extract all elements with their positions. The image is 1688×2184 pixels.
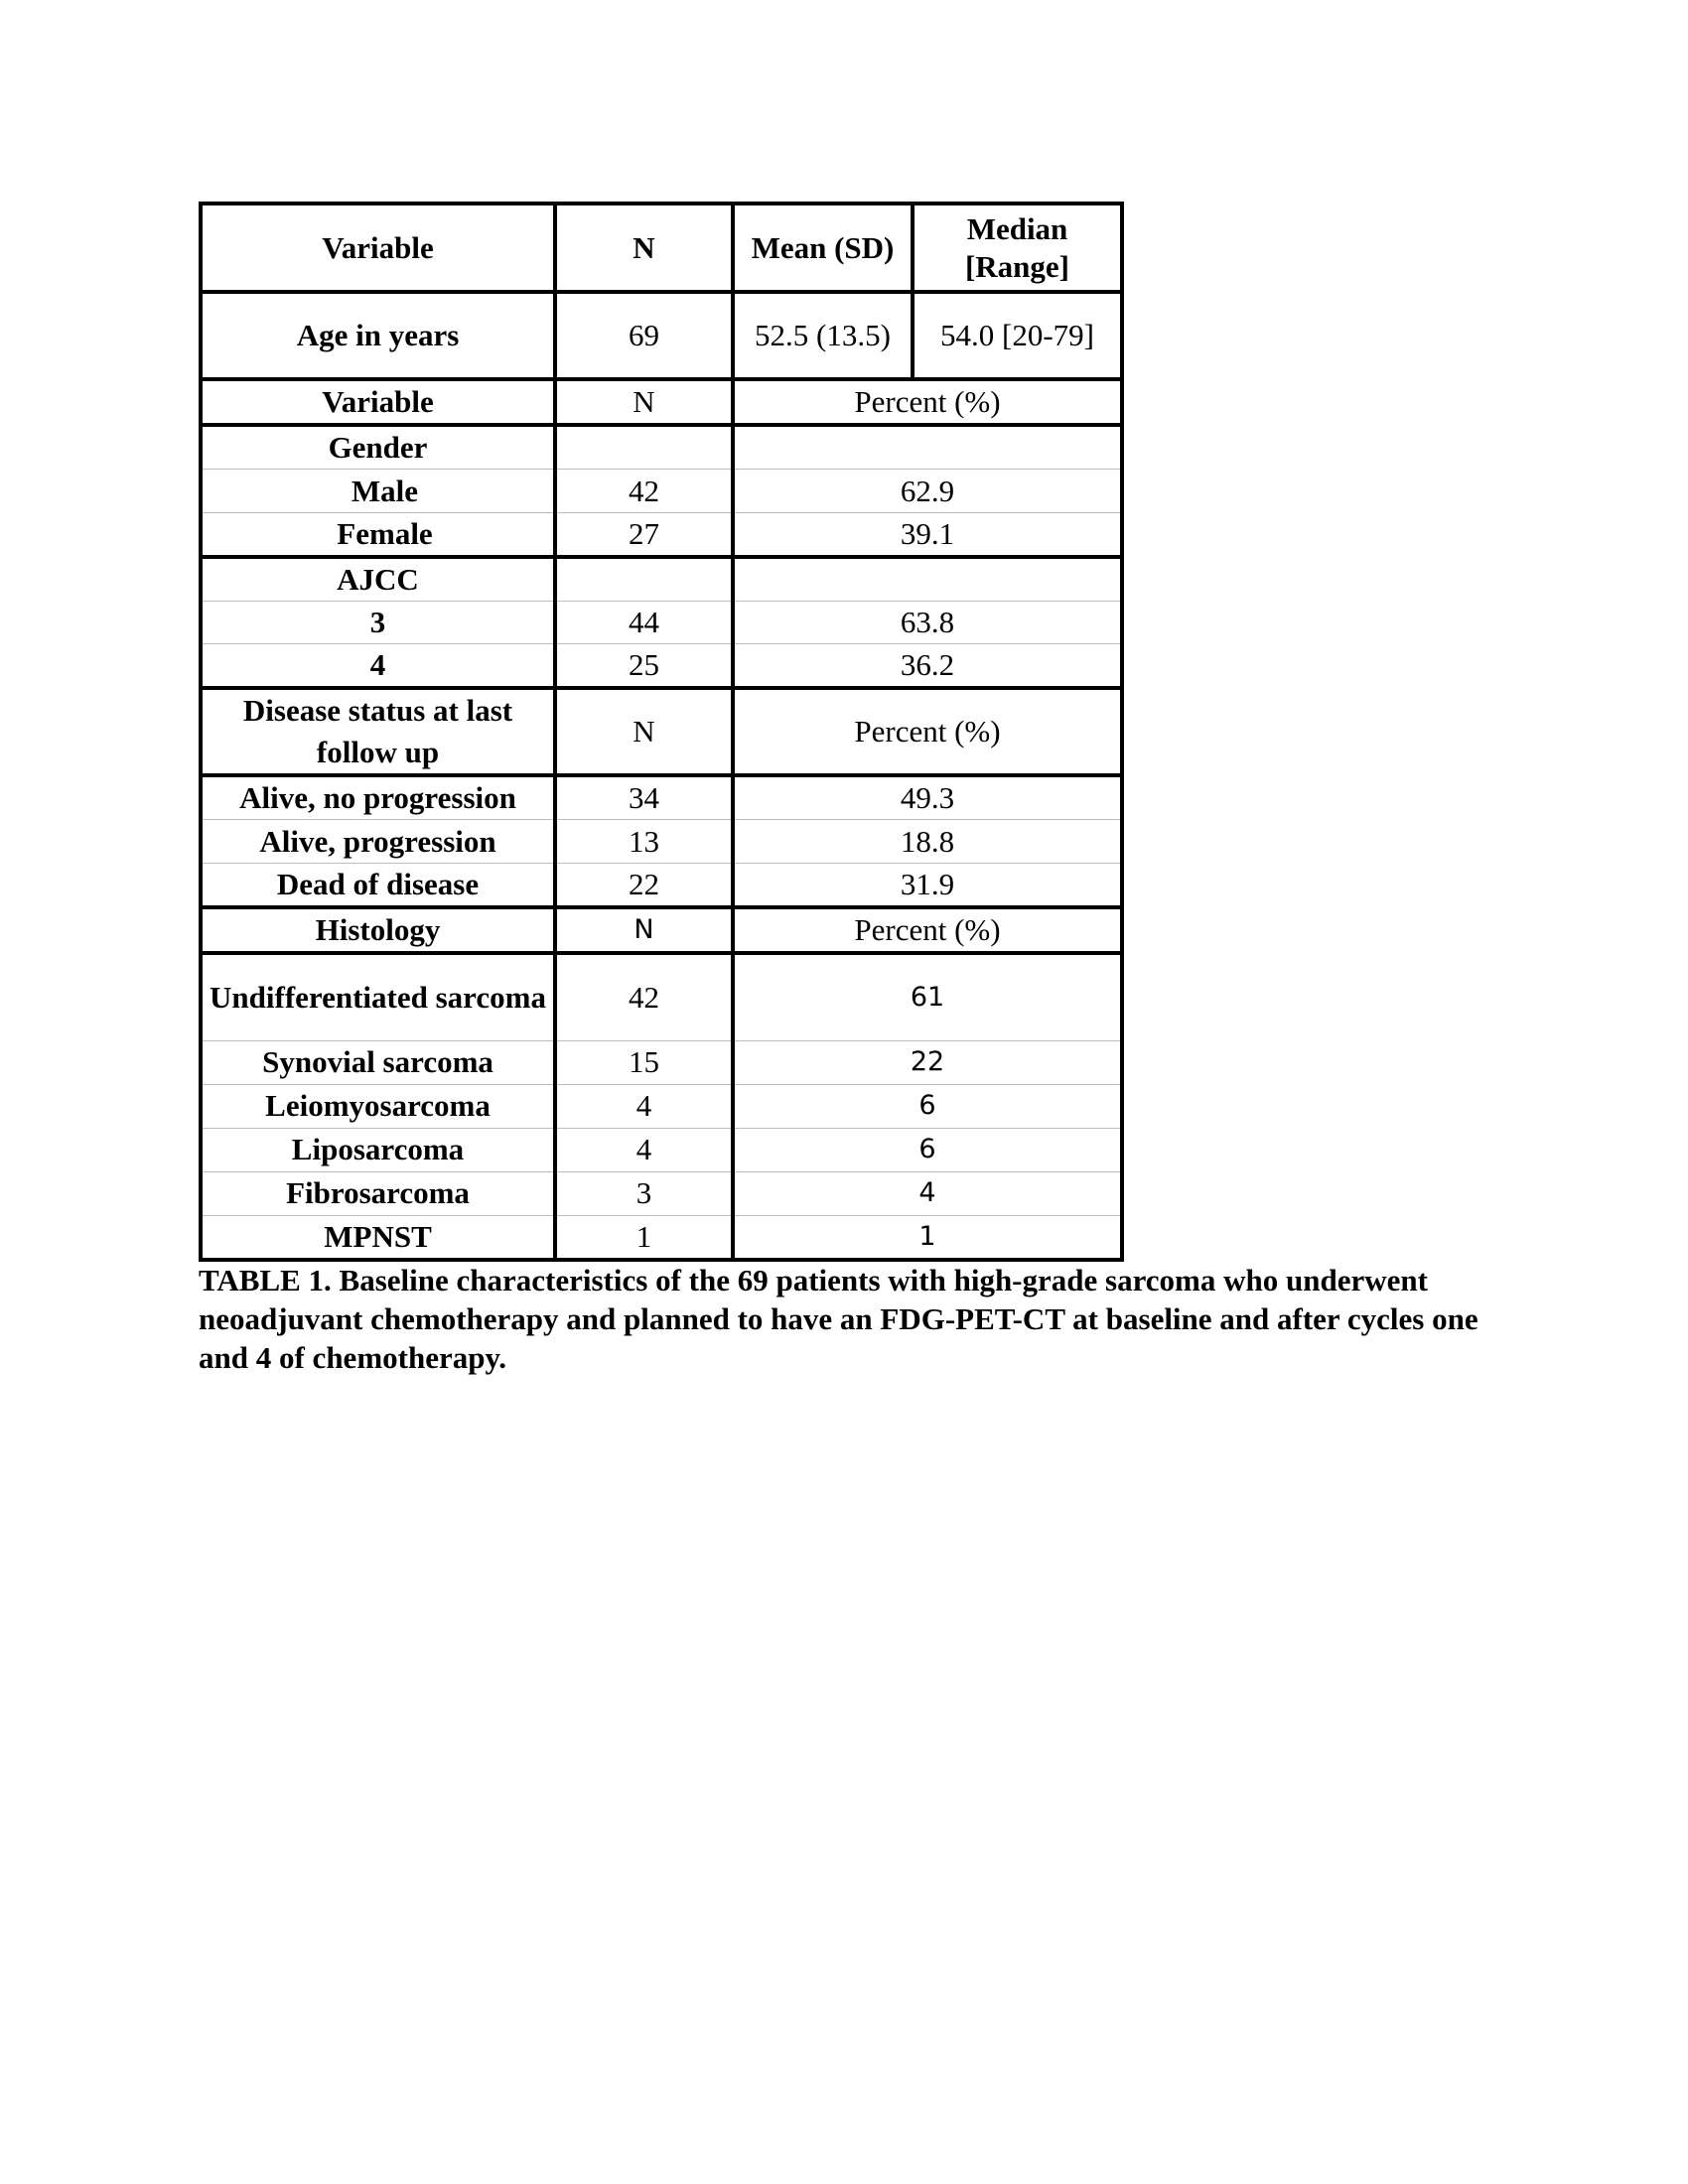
leiomyosarcoma-label: Leiomyosarcoma (201, 1084, 555, 1128)
table-row (201, 1084, 1122, 1128)
age-n: 69 (555, 292, 733, 379)
alive-no-progression-label: Alive, no progression (201, 775, 555, 820)
dead-of-disease-label: Dead of disease (201, 864, 555, 908)
ajcc-4-percent: 36.2 (733, 644, 1122, 689)
histology-percent-header: Percent (%) (733, 907, 1122, 953)
mpnst-percent: 1 (733, 1215, 1122, 1260)
dead-of-disease-n: 22 (555, 864, 733, 908)
table-row (201, 864, 1122, 908)
leiomyosarcoma-n: 4 (555, 1084, 733, 1128)
fibrosarcoma-label: Fibrosarcoma (201, 1171, 555, 1215)
age-row (201, 292, 1122, 379)
ajcc-4-label: 4 (201, 644, 555, 689)
undifferentiated-sarcoma-percent: 61 (733, 953, 1122, 1040)
gender-female-n: 27 (555, 513, 733, 558)
header-mean-sd: Mean (SD) (733, 204, 913, 292)
age-label: Age in years (201, 292, 555, 379)
fibrosarcoma-percent: 4 (733, 1171, 1122, 1215)
ajcc-3-percent: 63.8 (733, 602, 1122, 644)
ajcc-3-n: 44 (555, 602, 733, 644)
header2-n: N (555, 379, 733, 425)
table-row (201, 1128, 1122, 1171)
table-row (201, 953, 1122, 1040)
header2-variable: Variable (201, 379, 555, 425)
gender-male-label: Male (201, 470, 555, 513)
alive-no-progression-percent: 49.3 (733, 775, 1122, 820)
histology-label: Histology (201, 907, 555, 953)
dead-of-disease-percent: 31.9 (733, 864, 1122, 908)
ajcc-label: AJCC (201, 557, 555, 602)
table-caption: TABLE 1. Baseline characteristics of the 69 patients with high-grade sarcoma who underwent neoadjuvant chemotherapy and planned to have an FDG-PET-CT at baseline and after cycles one and 4 of chemotherapy. (199, 1263, 1478, 1375)
gender-male-n: 42 (555, 470, 733, 513)
alive-progression-label: Alive, progression (201, 820, 555, 864)
synovial-sarcoma-percent: 22 (733, 1040, 1122, 1084)
alive-no-progression-n: 34 (555, 775, 733, 820)
ajcc-4-n: 25 (555, 644, 733, 689)
synovial-sarcoma-n: 15 (555, 1040, 733, 1084)
undifferentiated-sarcoma-n: 42 (555, 953, 733, 1040)
gender-group-row (201, 425, 1122, 470)
ajcc-n-empty (555, 557, 733, 602)
histology-header-row (201, 907, 1122, 953)
table-row (201, 470, 1122, 513)
baseline-characteristics-table (199, 202, 1124, 1262)
table-row (201, 513, 1122, 558)
table-row (201, 775, 1122, 820)
header-variable: Variable (201, 204, 555, 292)
leiomyosarcoma-percent: 6 (733, 1084, 1122, 1128)
liposarcoma-label: Liposarcoma (201, 1128, 555, 1171)
liposarcoma-percent: 6 (733, 1128, 1122, 1171)
ajcc-group-row (201, 557, 1122, 602)
fibrosarcoma-n: 3 (555, 1171, 733, 1215)
header-median-range: Median [Range] (913, 204, 1122, 292)
table-row (201, 1171, 1122, 1215)
gender-label: Gender (201, 425, 555, 470)
disease-status-header-row (201, 688, 1122, 775)
alive-progression-percent: 18.8 (733, 820, 1122, 864)
table-row (201, 602, 1122, 644)
disease-status-percent-header: Percent (%) (733, 688, 1122, 775)
mpnst-label: MPNST (201, 1215, 555, 1260)
gender-female-label: Female (201, 513, 555, 558)
header2-percent: Percent (%) (733, 379, 1122, 425)
gender-n-empty (555, 425, 733, 470)
gender-male-percent: 62.9 (733, 470, 1122, 513)
table-row (201, 644, 1122, 689)
header-n: N (555, 204, 733, 292)
age-mean-sd: 52.5 (13.5) (733, 292, 913, 379)
liposarcoma-n: 4 (555, 1128, 733, 1171)
alive-progression-n: 13 (555, 820, 733, 864)
ajcc-3-label: 3 (201, 602, 555, 644)
histology-n-header: N (555, 907, 733, 953)
table-row (201, 1040, 1122, 1084)
mpnst-n: 1 (555, 1215, 733, 1260)
gender-female-percent: 39.1 (733, 513, 1122, 558)
gender-percent-empty (733, 425, 1122, 470)
header-row-1 (201, 204, 1122, 292)
ajcc-percent-empty (733, 557, 1122, 602)
synovial-sarcoma-label: Synovial sarcoma (201, 1040, 555, 1084)
undifferentiated-sarcoma-label: Undifferentiated sarcoma (201, 953, 555, 1040)
header-row-2 (201, 379, 1122, 425)
table-row (201, 820, 1122, 864)
table-row (201, 1215, 1122, 1260)
age-median-range: 54.0 [20-79] (913, 292, 1122, 379)
disease-status-label: Disease status at last follow up (201, 688, 555, 775)
disease-status-n-header: N (555, 688, 733, 775)
